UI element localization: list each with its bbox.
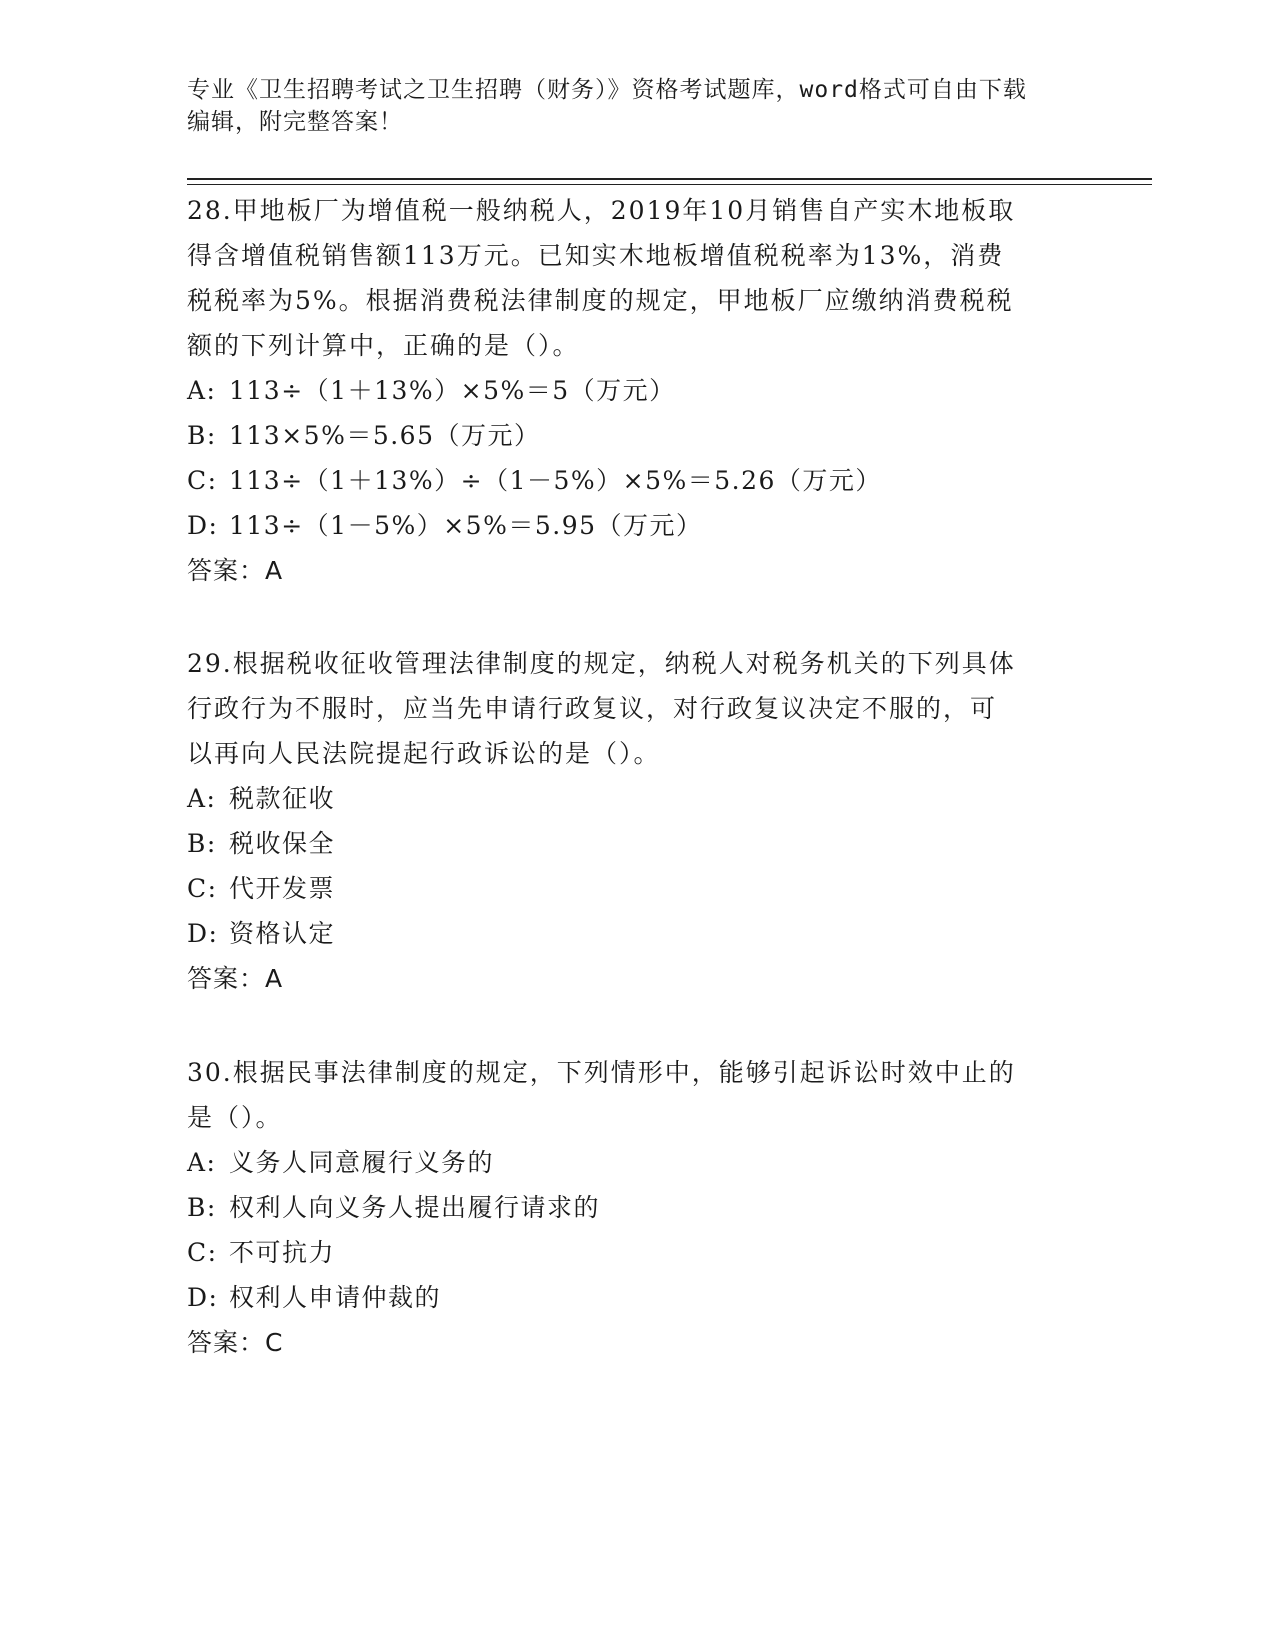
option-d (187, 1275, 1087, 1320)
option-c (187, 866, 1087, 911)
option-text: 113÷（1－5%）×5%＝5.95（万元） (229, 511, 703, 540)
answer: 答案：A (187, 556, 284, 585)
option-text: 税收保全 (229, 829, 336, 858)
option-letter: C: (187, 874, 218, 903)
option-letter: D: (187, 511, 219, 540)
question-28 (187, 188, 1087, 593)
stem-line: 是（）。 (187, 1103, 283, 1132)
option-a (187, 1140, 1087, 1185)
stem-line: 28.甲地板厂为增值税一般纳税人，2019年10月销售自产实木地板取 (187, 196, 1016, 225)
answer: 答案：A (187, 964, 284, 993)
option-a (187, 776, 1087, 821)
option-text: 113×5%＝5.65（万元） (229, 421, 541, 450)
option-c (187, 1230, 1087, 1275)
option-text: 权利人向义务人提出履行请求的 (229, 1193, 601, 1222)
stem-line: 额的下列计算中，正确的是（）。 (187, 331, 580, 360)
option-letter: C: (187, 466, 218, 495)
option-letter: A: (187, 784, 217, 813)
option-letter: A: (187, 376, 217, 405)
option-letter: B: (187, 421, 217, 450)
header-divider-thick (187, 178, 1152, 180)
option-text: 113÷（1＋13%）×5%＝5（万元） (229, 376, 676, 405)
stem-line: 得含增值税销售额113万元。已知实木地板增值税税率为13%，消费 (187, 241, 1005, 270)
answer: 答案：C (187, 1328, 284, 1357)
option-text: 义务人同意履行义务的 (229, 1148, 495, 1177)
option-letter: D: (187, 919, 219, 948)
option-letter: B: (187, 1193, 217, 1222)
header-divider-thin (187, 184, 1152, 185)
stem-line: 30.根据民事法律制度的规定，下列情形中，能够引起诉讼时效中止的 (187, 1058, 1016, 1087)
option-letter: A: (187, 1148, 217, 1177)
option-text: 不可抗力 (229, 1238, 336, 1267)
stem-line: 行政行为不服时，应当先申请行政复议，对行政复议决定不服的，可 (187, 694, 998, 723)
stem-line: 税税率为5%。根据消费税法律制度的规定，甲地板厂应缴纳消费税税 (187, 286, 1014, 315)
option-letter: C: (187, 1238, 218, 1267)
option-a (187, 368, 1087, 413)
option-text: 代开发票 (229, 874, 336, 903)
stem-line: 以再向人民法院提起行政诉讼的是（）。 (187, 739, 661, 768)
document-header (187, 74, 1087, 138)
option-letter: D: (187, 1283, 219, 1312)
option-text: 113÷（1＋13%）÷（1－5%）×5%＝5.26（万元） (229, 466, 882, 495)
header-line-1: 专业《卫生招聘考试之卫生招聘（财务）》资格考试题库，word格式可自由下载 (187, 77, 1027, 103)
question-stem (187, 188, 1087, 368)
option-text: 权利人申请仲裁的 (229, 1283, 442, 1312)
option-d (187, 911, 1087, 956)
option-text: 资格认定 (229, 919, 336, 948)
question-stem (187, 641, 1087, 776)
option-b (187, 1185, 1087, 1230)
option-text: 税款征收 (229, 784, 336, 813)
question-30 (187, 1050, 1087, 1365)
stem-line: 29.根据税收征收管理法律制度的规定，纳税人对税务机关的下列具体 (187, 649, 1016, 678)
question-29 (187, 641, 1087, 1001)
header-line-2: 编辑，附完整答案！ (187, 109, 403, 135)
option-b (187, 413, 1087, 458)
option-b (187, 821, 1087, 866)
option-c (187, 458, 1087, 503)
question-stem (187, 1050, 1087, 1140)
option-letter: B: (187, 829, 217, 858)
option-d (187, 503, 1087, 548)
